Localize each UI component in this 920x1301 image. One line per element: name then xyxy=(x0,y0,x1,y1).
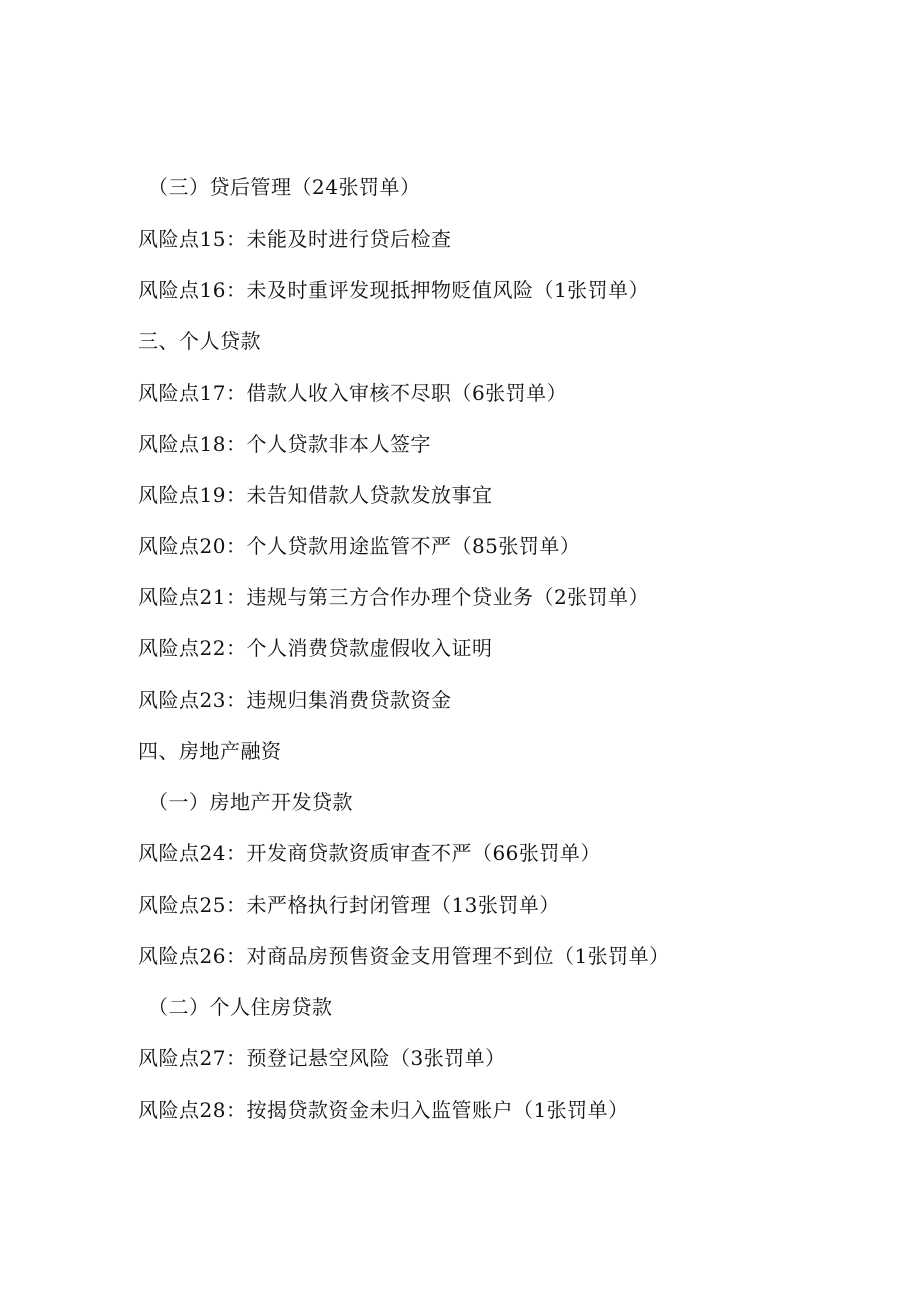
risk-point-21: 风险点21：违规与第三方合作办理个贷业务（2张罚单） xyxy=(138,585,650,609)
risk-point-25: 风险点25：未严格执行封闭管理（13张罚单） xyxy=(138,893,560,917)
risk-point-18: 风险点18：个人贷款非本人签字 xyxy=(138,432,431,456)
risk-point-27: 风险点27：预登记悬空风险（3张罚单） xyxy=(138,1046,506,1070)
risk-point-23: 风险点23：违规归集消费贷款资金 xyxy=(138,688,452,712)
risk-point-15: 风险点15：未能及时进行贷后检查 xyxy=(138,227,452,251)
risk-point-28: 风险点28：按揭贷款资金未归入监管账户（1张罚单） xyxy=(138,1098,629,1122)
subsection-heading-housing-loans: （二）个人住房贷款 xyxy=(148,995,333,1019)
risk-point-20: 风险点20：个人贷款用途监管不严（85张罚单） xyxy=(138,534,581,558)
risk-point-19: 风险点19：未告知借款人贷款发放事宜 xyxy=(138,483,493,507)
risk-point-22: 风险点22：个人消费贷款虚假收入证明 xyxy=(138,636,493,660)
risk-point-24: 风险点24：开发商贷款资质审查不严（66张罚单） xyxy=(138,841,601,865)
risk-point-16: 风险点16：未及时重评发现抵押物贬值风险（1张罚单） xyxy=(138,278,650,302)
section-heading-real-estate: 四、房地产融资 xyxy=(138,739,282,763)
section-heading-personal-loans: 三、个人贷款 xyxy=(138,329,261,353)
subsection-heading-development-loans: （一）房地产开发贷款 xyxy=(148,790,353,814)
risk-point-17: 风险点17：借款人收入审核不尽职（6张罚单） xyxy=(138,381,568,405)
subsection-heading-post-loan: （三）贷后管理（24张罚单） xyxy=(148,175,421,199)
risk-point-26: 风险点26：对商品房预售资金支用管理不到位（1张罚单） xyxy=(138,944,670,968)
